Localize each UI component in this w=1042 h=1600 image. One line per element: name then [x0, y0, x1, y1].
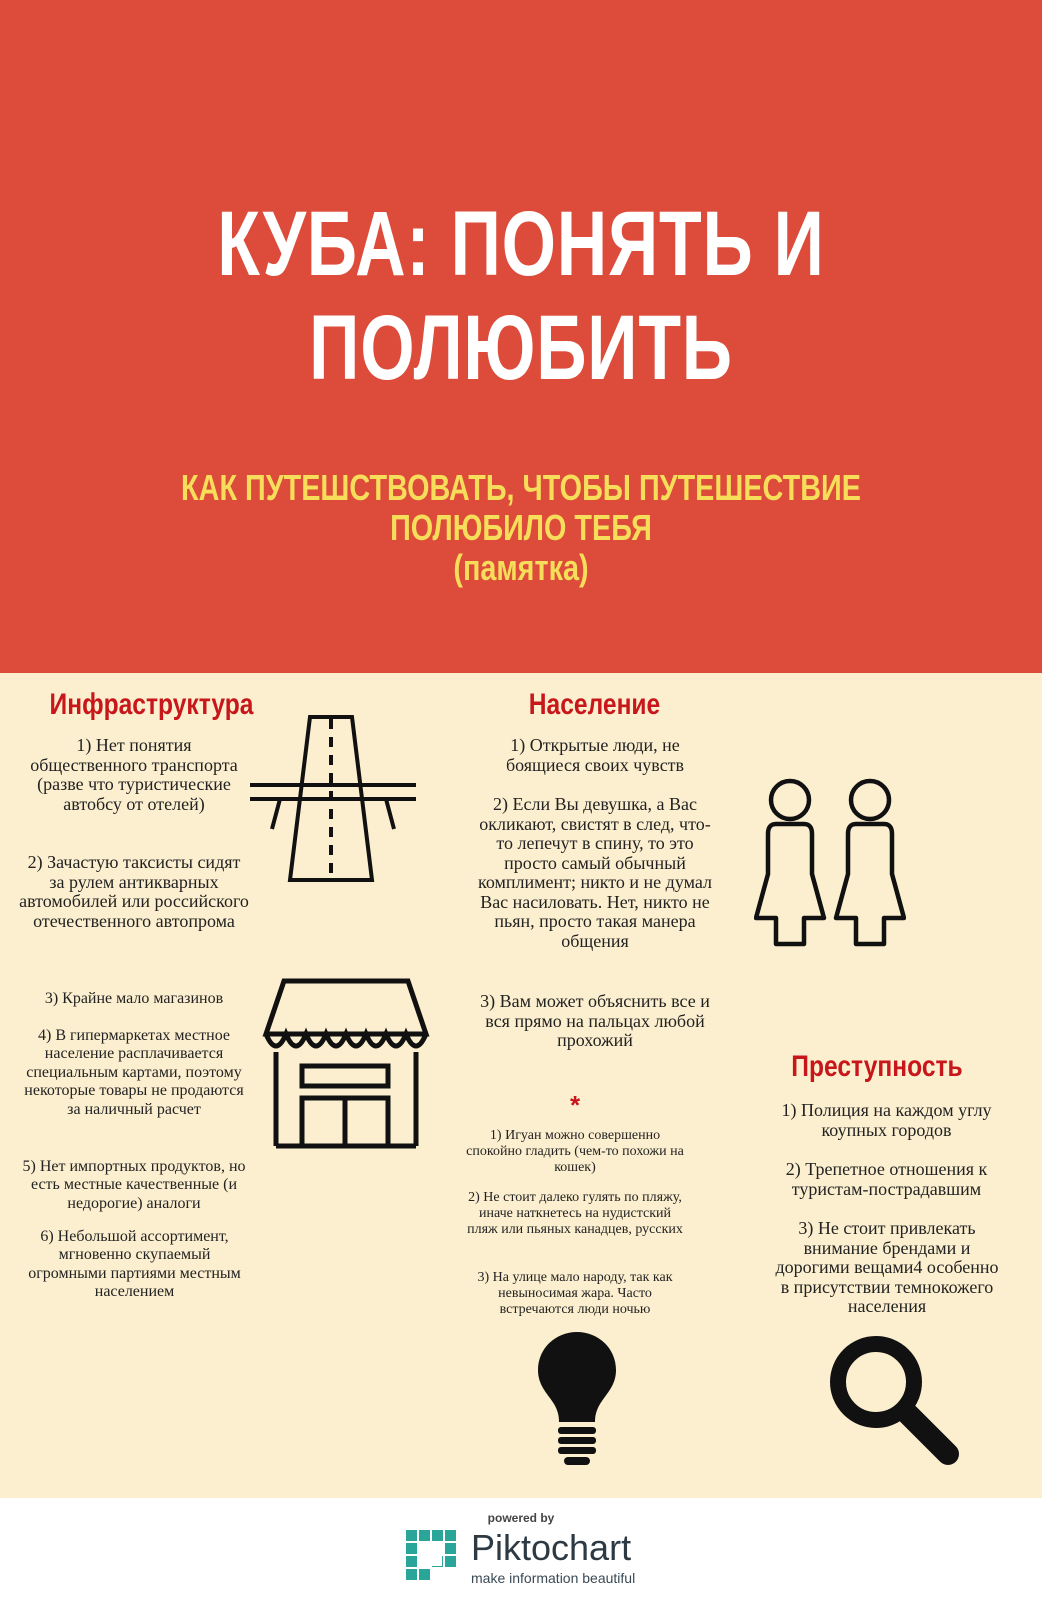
- piktochart-brand[interactable]: Piktochart: [471, 1527, 632, 1568]
- road-icon: [250, 715, 416, 885]
- infrastructure-item-4: 4) В гипермаркетах местное население расплачивается специальным картами, поэтому некоторые товары не продаются за наличный расчет: [24, 1027, 244, 1118]
- infrastructure-item-6: 6) Небольшой ассортимент, мгновенно скупаемый огромными партиями местным населением: [28, 1228, 241, 1301]
- note-item-3: 3) На улице мало народу, так как невыносимая жара. Часто встречаются люди ночью: [477, 1270, 673, 1317]
- page-title: [125, 192, 917, 400]
- page-subtitle: [104, 468, 938, 588]
- crime-item-2: 2) Трепетное отношения к туристам-пострадавшим: [785, 1159, 988, 1199]
- infrastructure-heading: Инфраструктура: [49, 688, 254, 721]
- note-item-2: 2) Не стоит далеко гулять по пляжу, иначе наткнетесь на нудистский пляж или пьяных канадцев, русских: [467, 1190, 683, 1237]
- crime-item-1: 1) Полиция на каждом углу коупных городов: [781, 1100, 992, 1140]
- shop-icon: [262, 978, 430, 1150]
- subtitle-line-1: КАК ПУТЕШСТВОВАТЬ, ЧТОБЫ ПУТЕШЕСТВИЕ: [181, 467, 861, 508]
- subtitle-line-2: ПОЛЮБИЛО ТЕБЯ: [390, 507, 652, 548]
- crime-heading: Преступность: [791, 1050, 963, 1083]
- population-item-2: 2) Если Вы девушка, а Вас окликают, свистят в след, что-то лепечут в спину, то это просто самый обычный комплимент; никто и не думал Вас насиловать. Нет, никто не пьян, просто такая манера общения: [478, 794, 712, 951]
- population-heading: Население: [528, 688, 661, 721]
- infrastructure-item-2: 2) Зачастую таксисты сидят за рулем антикварных автомобилей или российского отечественного автопрома: [19, 852, 249, 931]
- lightbulb-icon: [536, 1330, 618, 1466]
- subtitle-line-3: (памятка): [453, 547, 589, 588]
- infrastructure-item-1: 1) Нет понятия общественного транспорта (разве что туристические автобсу от отелей): [30, 735, 238, 814]
- header-banner: [0, 0, 1042, 673]
- note-item-1: 1) Игуан можно совершенно спокойно гладить (чем-то похожи на кошек): [466, 1128, 684, 1175]
- magnifier-icon: [826, 1332, 962, 1468]
- powered-by-label: powered by: [487, 1511, 555, 1525]
- infrastructure-item-3: 3) Крайне мало магазинов: [44, 990, 224, 1007]
- population-item-1: 1) Открытые люди, не боящиеся своих чувств: [505, 735, 685, 775]
- piktochart-tagline: make information beautiful: [471, 1570, 636, 1586]
- piktochart-logo-icon: [406, 1530, 462, 1586]
- people-icon: [754, 778, 906, 948]
- notes-marker: *: [570, 1090, 581, 1120]
- population-item-3: 3) Вам может объяснить все и вся прямо на пальцах любой прохожий: [480, 991, 710, 1050]
- title-line-2: ПОЛЮБИТЬ: [309, 297, 733, 399]
- infrastructure-item-5: 5) Нет импортных продуктов, но есть местные качественные (и недорогие) аналоги: [22, 1158, 246, 1212]
- crime-item-3: 3) Не стоит привлекать внимание брендами и дорогими вещами4 особенно в присутствии темнокожего населения: [775, 1218, 999, 1316]
- title-line-1: КУБА: ПОНЯТЬ И: [217, 193, 825, 295]
